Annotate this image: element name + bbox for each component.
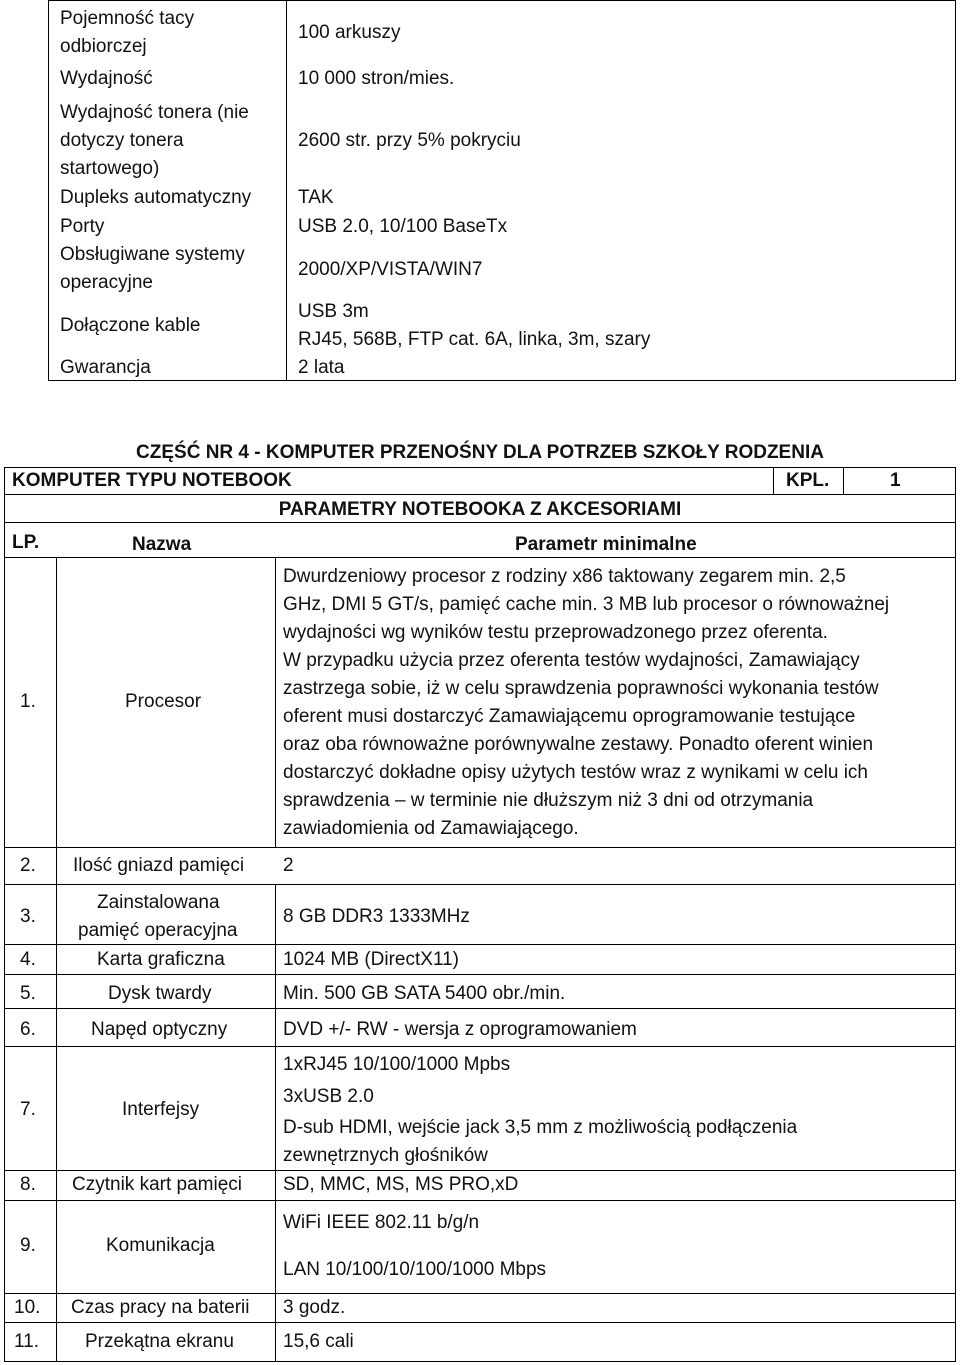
row-1-line-4: W przypadku użycia przez oferenta testów wydajności, Zamawiający [283, 650, 860, 671]
label-toner-line2: dotyczy tonera [60, 130, 184, 151]
kpl-label: KPL. [786, 470, 830, 491]
label-ports: Porty [60, 216, 105, 237]
label-cables: Dołączone kable [60, 315, 201, 336]
col-lp: LP. [12, 532, 40, 553]
value-ports: USB 2.0, 10/100 BaseTx [298, 216, 508, 237]
value-toner: 2600 str. przy 5% pokryciu [298, 130, 521, 151]
value-cables-line2: RJ45, 568B, FTP cat. 6A, linka, 3m, szary [298, 329, 651, 350]
row-1-line-10: zawiadomienia od Zamawiającego. [283, 818, 579, 839]
label-paper-tray-line2: odbiorczej [60, 36, 147, 57]
value-paper-tray: 100 arkuszy [298, 22, 401, 43]
row-6-value: DVD +/- RW - wersja z oprogramowaniem [283, 1019, 637, 1040]
row-1-line-2: GHz, DMI 5 GT/s, pamięć cache min. 3 MB lub procesor o równoważnej [283, 594, 890, 615]
row-1-line-9: sprawdzenia – w terminie nie dłuższym niż 3 dni od otrzymania [283, 790, 814, 811]
row-4-value: 1024 MB (DirectX11) [283, 949, 459, 970]
row-8-name: Czytnik kart pamięci [72, 1174, 242, 1195]
value-performance: 10 000 stron/mies. [298, 68, 455, 89]
label-toner-line3: startowego) [60, 158, 160, 179]
label-warranty: Gwarancja [60, 357, 151, 378]
row-1-line-1: Dwurdzeniowy procesor z rodziny x86 taktowany zegarem min. 2,5 [283, 566, 846, 587]
row-5-value: Min. 500 GB SATA 5400 obr./min. [283, 983, 566, 1004]
col-name: Nazwa [132, 534, 192, 555]
notebook-type-label: KOMPUTER TYPU NOTEBOOK [12, 470, 292, 491]
row-7-line-4: zewnętrznych głośników [283, 1145, 488, 1166]
label-os-line2: operacyjne [60, 272, 153, 293]
row-5-lp: 5. [20, 983, 36, 1004]
row-7-lp: 7. [20, 1099, 36, 1120]
params-title: PARAMETRY NOTEBOOKA Z AKCESORIAMI [278, 499, 682, 520]
row-2-value: 2 [283, 855, 294, 876]
row-7-line-3: D-sub HDMI, wejście jack 3,5 mm z możliwością podłączenia [283, 1117, 798, 1138]
row-7-line-1: 1xRJ45 10/100/1000 Mpbs [283, 1054, 511, 1075]
label-os-line1: Obsługiwane systemy [60, 244, 245, 265]
label-performance: Wydajność [60, 68, 153, 89]
row-9-line-2: LAN 10/100/10/100/1000 Mbps [283, 1259, 547, 1280]
row-1-line-5: zastrzega sobie, iż w celu sprawdzenia poprawności wykonania testów [283, 678, 879, 699]
section-title: CZĘŚĆ NR 4 - KOMPUTER PRZENOŚNY DLA POTRZEB SZKOŁY RODZENIA [136, 442, 824, 463]
row-10-lp: 10. [14, 1297, 41, 1318]
row-8-value: SD, MMC, MS, MS PRO,xD [283, 1174, 519, 1195]
value-os: 2000/XP/VISTA/WIN7 [298, 259, 483, 280]
row-8-lp: 8. [20, 1174, 36, 1195]
row-11-lp: 11. [14, 1331, 40, 1352]
row-2-name: Ilość gniazd pamięci [73, 855, 245, 876]
row-7-name: Interfejsy [122, 1099, 200, 1120]
label-toner-line1: Wydajność tonera (nie [60, 102, 249, 123]
kpl-value: 1 [890, 470, 901, 491]
row-11-value: 15,6 cali [283, 1331, 354, 1352]
row-2-lp: 2. [20, 855, 36, 876]
row-9-lp: 9. [20, 1235, 36, 1256]
row-3-lp: 3. [20, 906, 36, 927]
row-1-lp: 1. [20, 691, 36, 712]
label-duplex: Dupleks automatyczny [60, 187, 252, 208]
label-paper-tray-line1: Pojemność tacy [60, 8, 195, 29]
row-6-lp: 6. [20, 1019, 36, 1040]
row-3-name-line2: pamięć operacyjna [78, 920, 238, 941]
row-4-lp: 4. [20, 949, 36, 970]
row-1-line-6: oferent musi dostarczyć Zamawiającemu oprogramowanie testujące [283, 706, 856, 727]
value-warranty: 2 lata [298, 357, 345, 378]
row-4-name: Karta graficzna [97, 949, 225, 970]
row-6-name: Napęd optyczny [91, 1019, 228, 1040]
row-9-line-1: WiFi IEEE 802.11 b/g/n [283, 1212, 480, 1233]
row-1-line-3: wydajności wg wyników testu przeprowadzonego przez oferenta. [283, 622, 828, 643]
row-5-name: Dysk twardy [108, 983, 212, 1004]
row-10-name: Czas pracy na baterii [71, 1297, 250, 1318]
row-11-name: Przekątna ekranu [85, 1331, 234, 1352]
row-9-name: Komunikacja [106, 1235, 215, 1256]
row-10-value: 3 godz. [283, 1297, 346, 1318]
row-1-line-7: oraz oba równoważne porównywalne zestawy. Ponadto oferent winien [283, 734, 874, 755]
value-cables-line1: USB 3m [298, 301, 369, 322]
row-3-value: 8 GB DDR3 1333MHz [283, 906, 470, 927]
row-1-line-8: dostarczyć dokładne opisy użytych testów wraz z wynikami w celu ich [283, 762, 869, 783]
col-param: Parametr minimalne [515, 534, 697, 555]
value-duplex: TAK [298, 187, 334, 208]
row-3-name-line1: Zainstalowana [97, 892, 220, 913]
row-1-name: Procesor [125, 691, 202, 712]
row-7-line-2: 3xUSB 2.0 [283, 1086, 374, 1107]
